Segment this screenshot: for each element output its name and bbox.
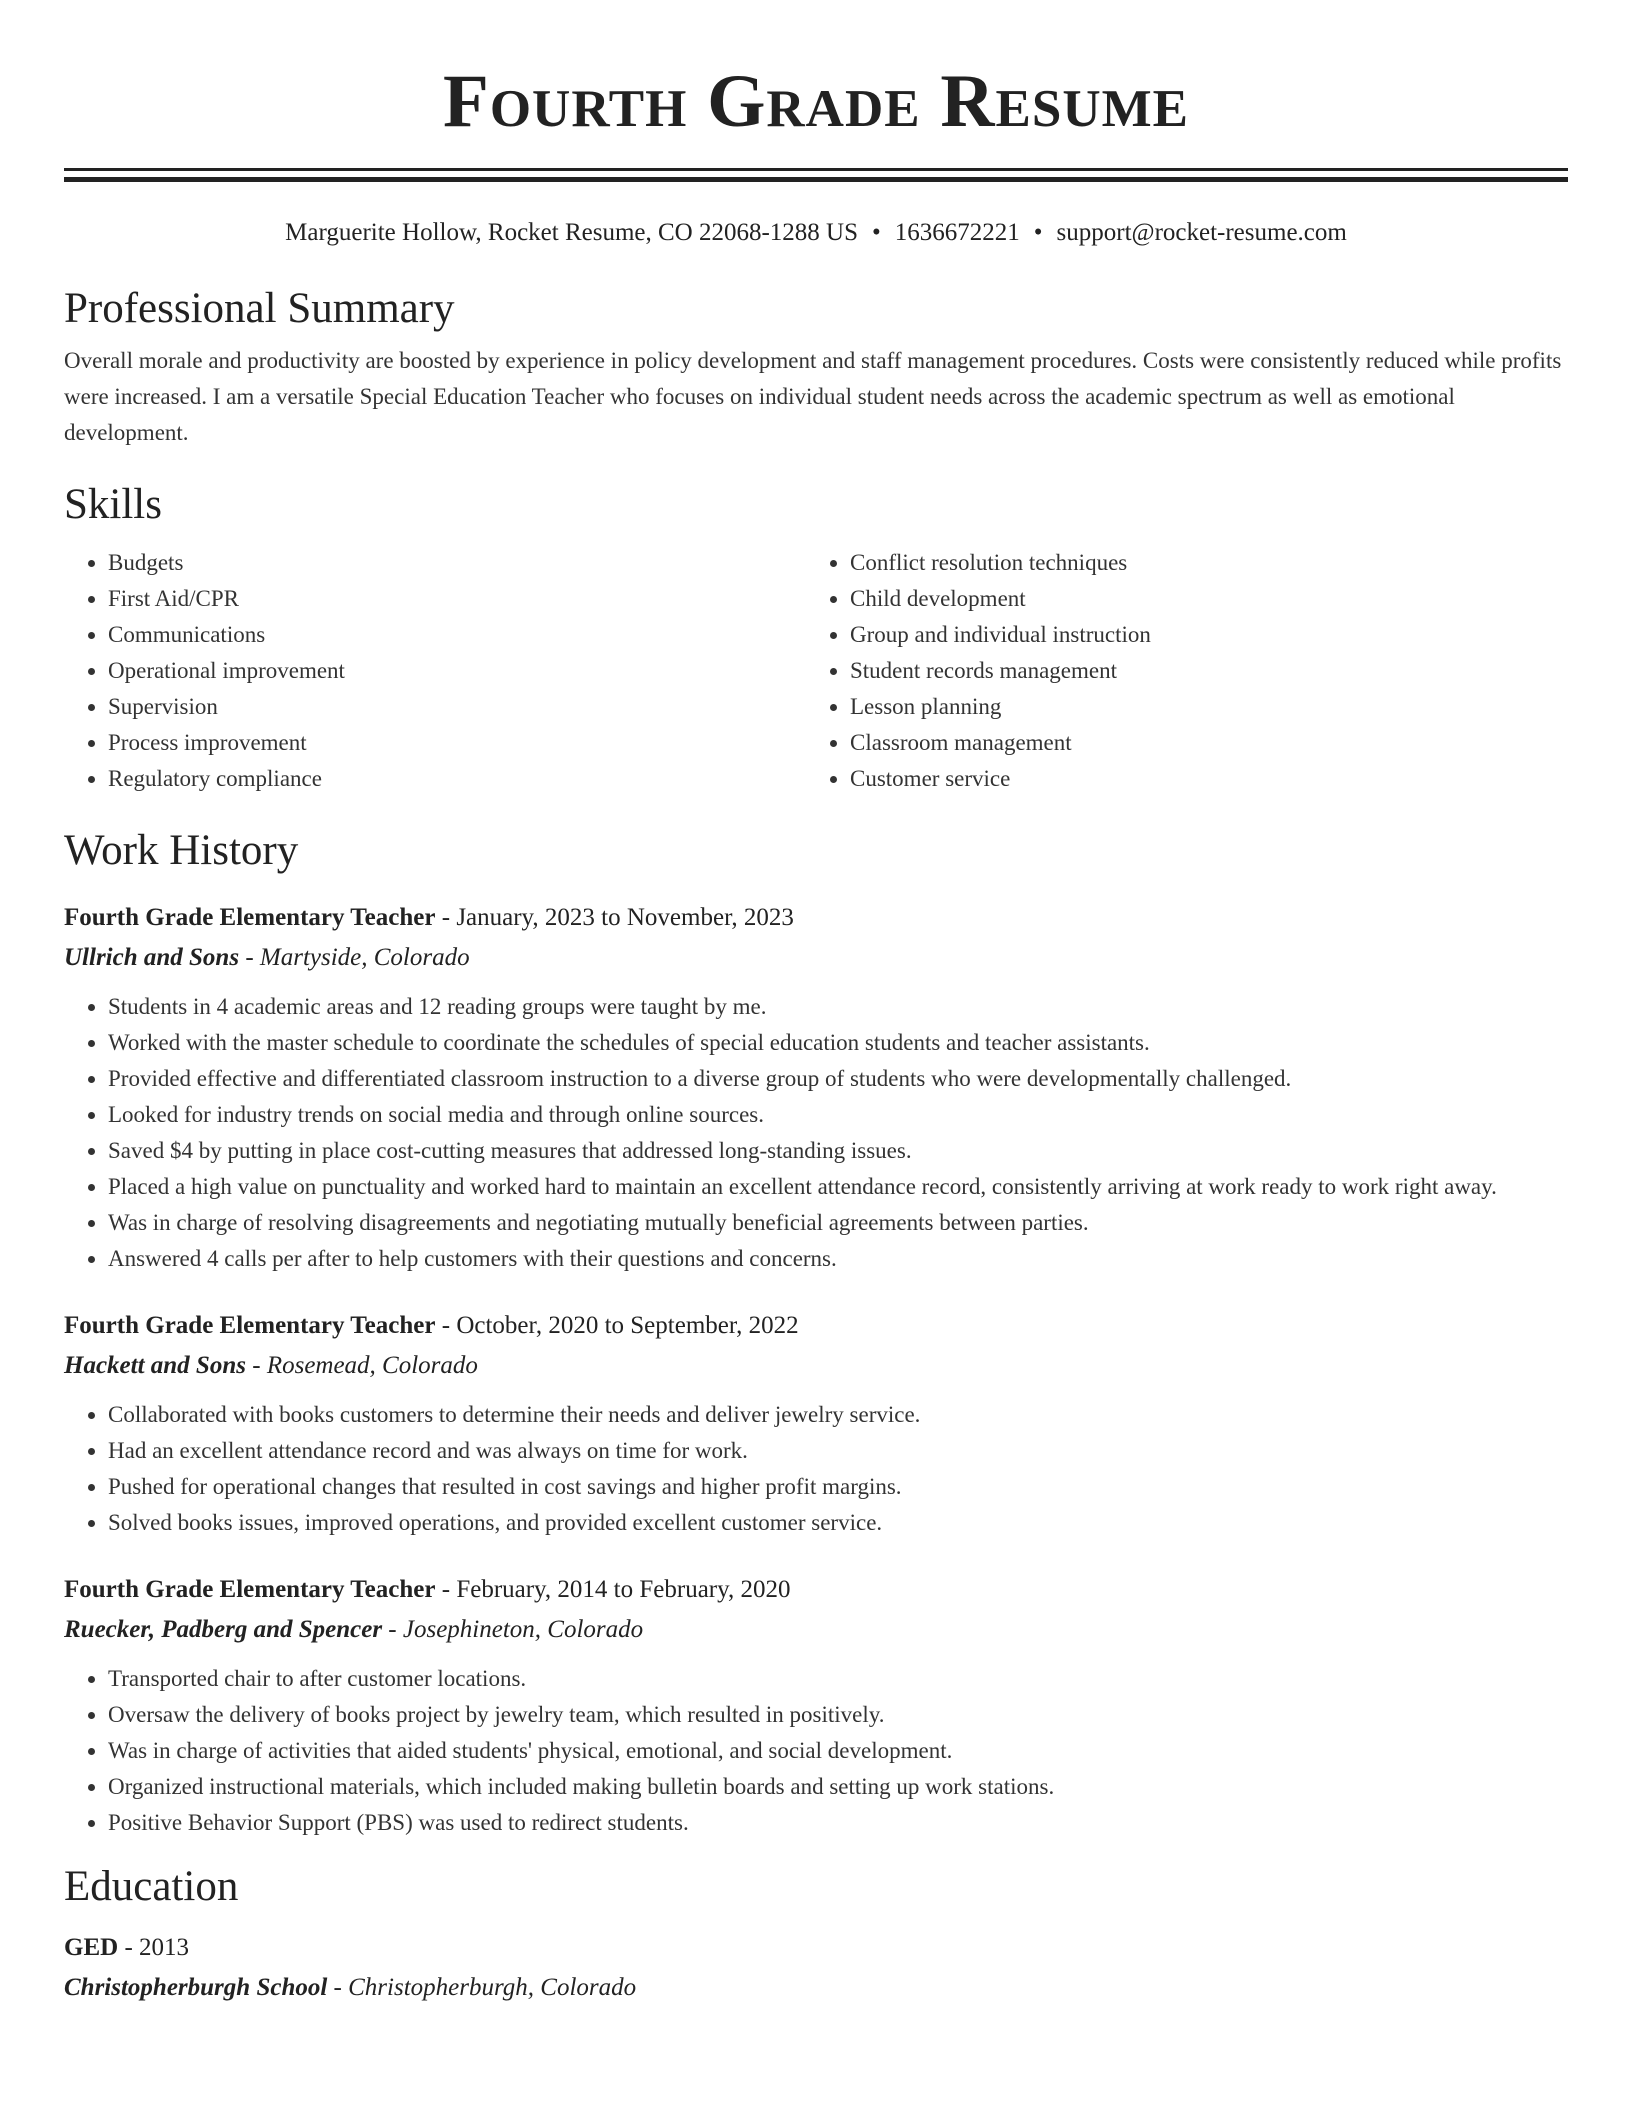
skills-columns <box>64 545 1568 797</box>
job-dates: October, 2020 to September, 2022 <box>456 1312 799 1339</box>
job-header <box>64 899 1568 937</box>
contact-phone: 1636672221 <box>894 219 1020 246</box>
job-bullet: • Positive Behavior Support (PBS) was used to redirect students. <box>108 1805 1568 1841</box>
job-dash: - <box>239 944 260 971</box>
job-bullet: • Looked for industry trends on social media and through online sources. <box>108 1097 1568 1133</box>
skill-item: • Child development <box>850 581 1566 617</box>
section-heading-work-history: Work History <box>64 827 299 874</box>
job-title: Fourth Grade Elementary Teacher <box>64 1312 436 1339</box>
job-bullet: • Placed a high value on punctuality and worked hard to maintain an excellent attendance record, consistently arriving at work ready to work right away. <box>108 1169 1568 1205</box>
education-year: 2013 <box>139 1934 190 1961</box>
job-entry <box>64 1571 1568 1841</box>
job-bullet: • Organized instructional materials, which included making bulletin boards and setting up work stations. <box>108 1769 1568 1805</box>
job-bullet: • Answered 4 calls per after to help customers with their questions and concerns. <box>108 1241 1568 1277</box>
skill-item: • Supervision <box>108 689 806 725</box>
job-header <box>64 1307 1568 1345</box>
job-company: Ruecker, Padberg and Spencer <box>64 1616 383 1643</box>
contact-separator: • <box>1033 219 1043 246</box>
summary-text: Overall morale and productivity are boosted by experience in policy development and staff management procedures. Costs were consistently reduced while profits were increased. I am a versatile Special Education Teacher who focuses on individual student needs across the academic spectrum as well as emotional development. <box>64 348 1562 445</box>
job-bullet: • Students in 4 academic areas and 12 reading groups were taught by me. <box>108 989 1568 1025</box>
skill-item: • Process improvement <box>108 725 806 761</box>
education-dash: - <box>327 1974 349 2001</box>
skill-item: • Classroom management <box>850 725 1566 761</box>
job-company: Hackett and Sons <box>64 1352 246 1379</box>
job-bullet: • Oversaw the delivery of books project by jewelry team, which resulted in positively. <box>108 1697 1568 1733</box>
job-bullet: • Collaborated with books customers to determine their needs and deliver jewelry service. <box>108 1397 1568 1433</box>
title-divider-thin <box>64 168 1568 171</box>
job-title: Fourth Grade Elementary Teacher <box>64 904 436 931</box>
skill-item: • Conflict resolution techniques <box>850 545 1566 581</box>
job-company: Ullrich and Sons <box>64 944 240 971</box>
skills-list-left <box>64 545 806 797</box>
skills-list-right <box>806 545 1566 797</box>
skill-item: • Budgets <box>108 545 806 581</box>
job-bullet: • Provided effective and differentiated classroom instruction to a diverse group of students who were developmentally challenged. <box>108 1061 1568 1097</box>
job-dash: - <box>435 1312 457 1339</box>
job-location: Josephineton, Colorado <box>402 1616 644 1643</box>
job-bullet: • Was in charge of resolving disagreements and negotiating mutually beneficial agreements between parties. <box>108 1205 1568 1241</box>
job-dates: January, 2023 to November, 2023 <box>456 904 794 931</box>
section-heading-education: Education <box>64 1863 239 1910</box>
job-bullet: • Pushed for operational changes that resulted in cost savings and higher profit margins. <box>108 1469 1568 1505</box>
job-dash: - <box>435 1576 457 1603</box>
job-bullet: • Worked with the master schedule to coordinate the schedules of special education students and teacher assistants. <box>108 1025 1568 1061</box>
skill-item: • Group and individual instruction <box>850 617 1566 653</box>
contact-email: support@rocket-resume.com <box>1056 219 1347 246</box>
contact-address: Marguerite Hollow, Rocket Resume, CO 22068-1288 US <box>285 219 859 246</box>
title-divider-thick <box>64 177 1568 182</box>
job-dash: - <box>245 1352 267 1379</box>
job-bullet: • Was in charge of activities that aided students' physical, emotional, and social development. <box>108 1733 1568 1769</box>
job-bullet: • Saved $4 by putting in place cost-cutting measures that addressed long-standing issues. <box>108 1133 1568 1169</box>
job-bullets <box>64 989 1568 1277</box>
education-header <box>64 1929 1568 1967</box>
education-degree: GED <box>64 1934 119 1961</box>
contact-line <box>64 217 1568 249</box>
job-dash: - <box>435 904 457 931</box>
job-bullet: • Had an excellent attendance record and was always on time for work. <box>108 1433 1568 1469</box>
job-location: Martyside, Colorado <box>259 944 470 971</box>
job-employer <box>64 939 1568 977</box>
education-school: Christopherburgh School <box>64 1974 328 2001</box>
skill-item: • Operational improvement <box>108 653 806 689</box>
job-bullet: • Solved books issues, improved operations, and provided excellent customer service. <box>108 1505 1568 1541</box>
contact-separator: • <box>872 219 881 246</box>
section-heading-skills: Skills <box>64 481 162 528</box>
job-employer <box>64 1611 1568 1649</box>
job-entry <box>64 899 1568 1277</box>
job-bullets <box>64 1661 1568 1841</box>
job-bullets <box>64 1397 1568 1541</box>
job-dates: February, 2014 to February, 2020 <box>456 1576 791 1603</box>
job-dash: - <box>382 1616 403 1643</box>
education-dash: - <box>118 1934 140 1961</box>
job-employer <box>64 1347 1568 1385</box>
job-title: Fourth Grade Elementary Teacher <box>64 1576 436 1603</box>
skill-item: • Customer service <box>850 761 1566 797</box>
section-heading-summary: Professional Summary <box>64 285 455 332</box>
skill-item: • Communications <box>108 617 806 653</box>
job-header <box>64 1571 1568 1609</box>
job-location: Rosemead, Colorado <box>266 1352 478 1379</box>
skill-item: • First Aid/CPR <box>108 581 806 617</box>
resume-title: Fourth Grade Resume <box>443 60 1189 143</box>
job-bullet: • Transported chair to after customer locations. <box>108 1661 1568 1697</box>
skill-item: • Regulatory compliance <box>108 761 806 797</box>
skill-item: • Student records management <box>850 653 1566 689</box>
job-entry <box>64 1307 1568 1541</box>
skill-item: • Lesson planning <box>850 689 1566 725</box>
education-location: Christopherburgh, Colorado <box>348 1974 637 2001</box>
education-institution <box>64 1969 1568 2007</box>
